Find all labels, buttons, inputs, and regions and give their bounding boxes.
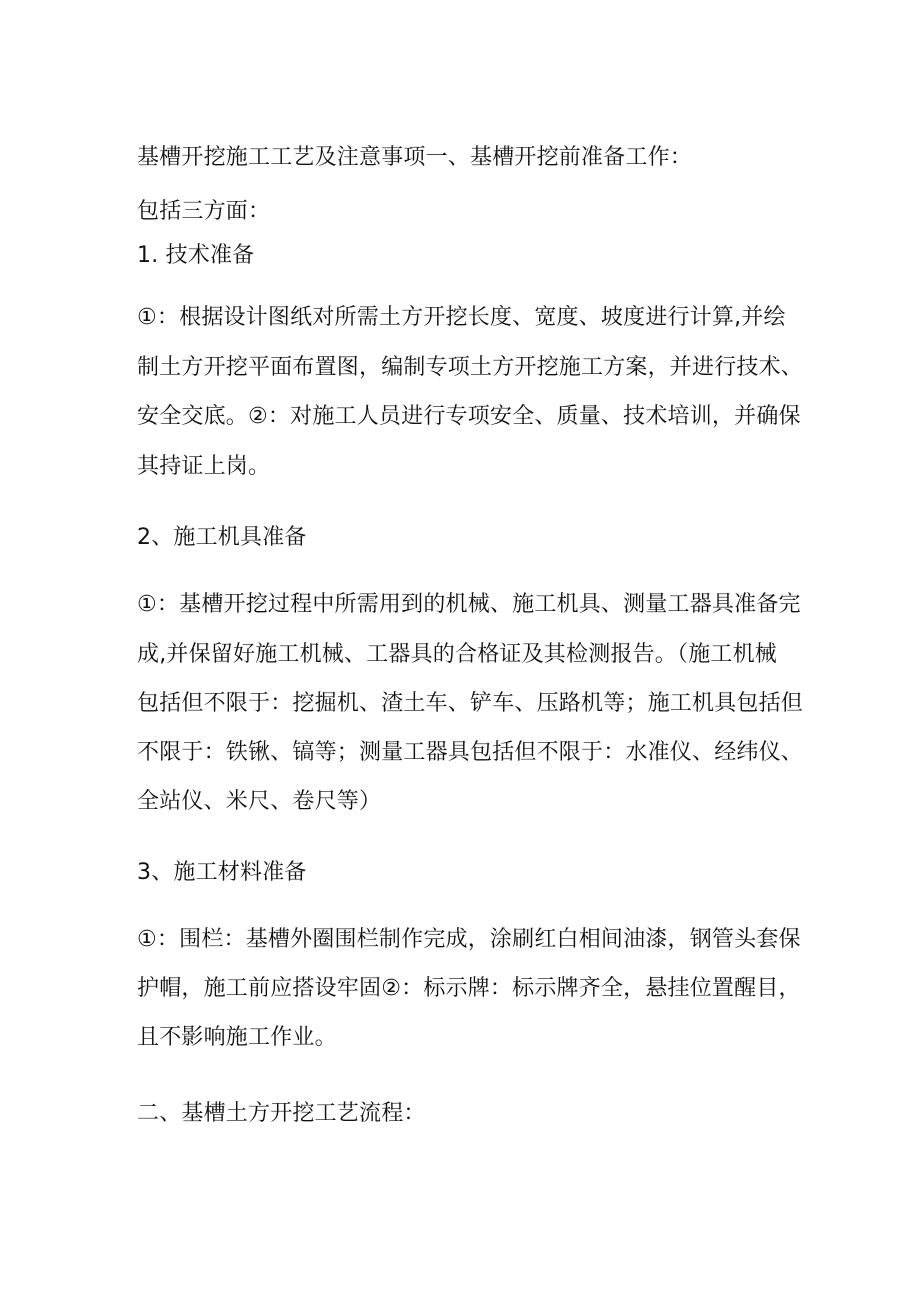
intro-text: 包括三方面： [137, 199, 271, 224]
paragraph-line: 成,并保留好施工机械、工器具的合格证及其检测报告。（施工机械 [137, 642, 777, 667]
section-heading-process: 二、基槽土方开挖工艺流程： [137, 1101, 426, 1126]
paragraph-line: 包括但不限于：挖掘机、渣土车、铲车、压路机等；施工机具包括但 [137, 691, 804, 716]
paragraph-line: 制土方开挖平面布置图，编制专项土方开挖施工方案，并进行技术、 [137, 355, 804, 380]
paragraph-line: 全站仪、米尺、卷尺等） [137, 789, 382, 814]
section-heading-materials: 3、施工材料准备 [137, 860, 307, 885]
paragraph-line: ①：围栏：基槽外圈围栏制作完成，涂刷红白相间油漆，钢管头套保 [137, 927, 801, 952]
paragraph-line: 其持证上岗。 [137, 454, 271, 479]
paragraph-line: 安全交底。②：对施工人员进行专项安全、质量、技术培训，并确保 [137, 404, 801, 429]
section-heading-technical: 1. 技术准备 [137, 243, 255, 268]
document-title: 基槽开挖施工工艺及注意事项一、基槽开挖前准备工作： [137, 145, 693, 170]
paragraph-line: ①：根据设计图纸对所需土方开挖长度、宽度、坡度进行计算,并绘 [137, 305, 786, 330]
section-heading-machinery: 2、施工机具准备 [137, 525, 307, 550]
paragraph-line: 护帽，施工前应搭设牢固②：标示牌：标示牌齐全，悬挂位置醒目， [137, 976, 801, 1001]
paragraph-line: 且不影响施工作业。 [137, 1025, 337, 1050]
paragraph-line: ①：基槽开挖过程中所需用到的机械、施工机具、测量工器具准备完 [137, 592, 801, 617]
paragraph-line: 不限于：铁锹、镐等；测量工器具包括但不限于：水准仪、经纬仪、 [137, 740, 804, 765]
